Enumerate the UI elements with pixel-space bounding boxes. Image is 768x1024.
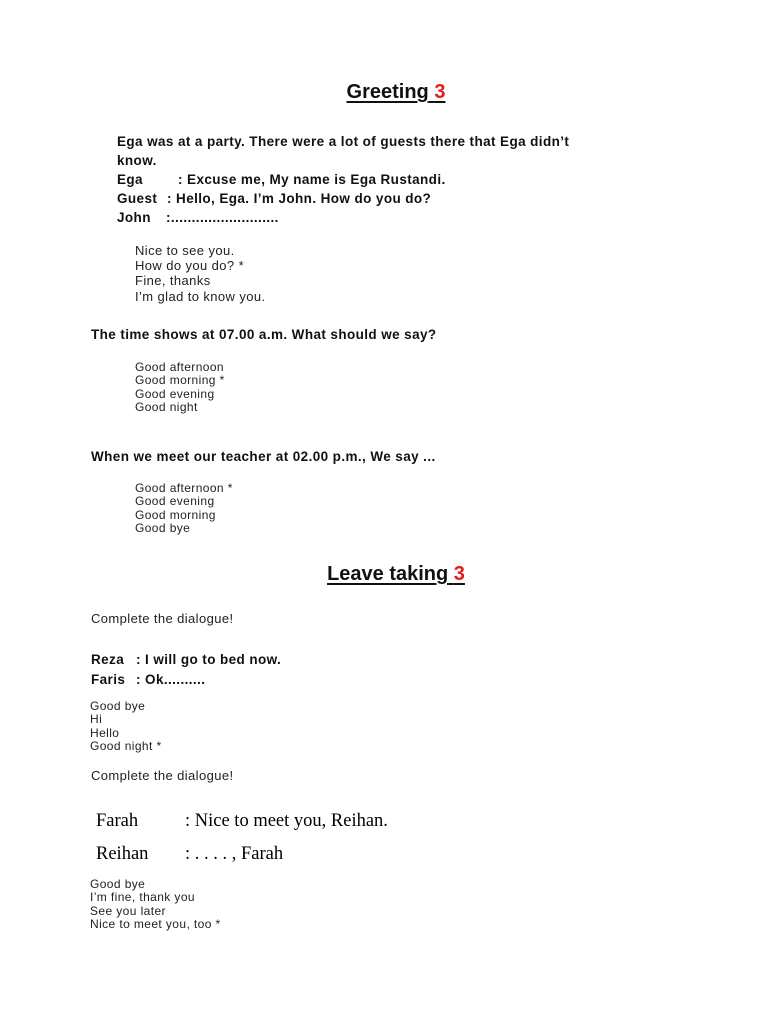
dialogue-line-john xyxy=(117,208,717,227)
greeting-title-number: 3 xyxy=(434,81,446,103)
option[interactable]: How do you do? * xyxy=(135,258,245,274)
leave-q1-options xyxy=(90,700,162,754)
dialogue-line-farah xyxy=(96,805,388,838)
dialogue-text-john: :.......................... xyxy=(166,210,279,225)
greeting-q2-options xyxy=(135,361,225,415)
greeting-q1-line2: know. xyxy=(117,153,157,168)
option[interactable]: Good morning xyxy=(135,507,216,522)
dialogue-text-reihan: : . . . . , Farah xyxy=(185,844,284,864)
option[interactable]: Fine, thanks xyxy=(135,273,211,289)
option[interactable]: Nice to meet you, too * xyxy=(90,917,221,932)
option[interactable]: See you later xyxy=(90,903,166,918)
leave-q2-options xyxy=(90,878,221,932)
option[interactable]: I’m glad to know you. xyxy=(135,288,266,304)
speaker-faris: Faris xyxy=(91,672,126,687)
leave-q2-dialogue xyxy=(96,805,388,871)
greeting-q1 xyxy=(117,132,717,227)
speaker-reza: Reza xyxy=(91,652,125,667)
option[interactable]: Good morning * xyxy=(135,373,225,388)
option[interactable]: Good afternoon * xyxy=(135,481,233,495)
option[interactable]: Hello xyxy=(90,725,120,740)
leave-q2-instruction: Complete the dialogue! xyxy=(91,768,234,783)
leave-taking-title-number: 3 xyxy=(453,563,465,585)
option[interactable]: Good night xyxy=(135,400,198,415)
option[interactable]: Good evening xyxy=(135,386,215,401)
leave-taking-title-text: Leave taking xyxy=(327,563,449,585)
leave-q1-instruction: Complete the dialogue! xyxy=(91,611,234,626)
speaker-farah: Farah xyxy=(96,811,139,831)
dialogue-text-reza: : I will go to bed now. xyxy=(136,652,282,667)
option[interactable]: I’m fine, thank you xyxy=(90,890,195,905)
dialogue-text-faris: : Ok.......... xyxy=(136,672,206,687)
dialogue-line-reihan xyxy=(96,838,388,871)
speaker-reihan: Reihan xyxy=(96,844,149,864)
greeting-title-text: Greeting xyxy=(346,81,429,103)
speaker-guest: Guest xyxy=(117,191,158,206)
option[interactable]: Hi xyxy=(90,712,103,727)
dialogue-line-reza xyxy=(91,650,281,670)
greeting-q1-options xyxy=(135,243,266,304)
option[interactable]: Good bye xyxy=(135,521,191,536)
dialogue-line-guest xyxy=(117,189,717,208)
leave-q1-dialogue xyxy=(91,650,281,690)
dialogue-line-faris xyxy=(91,670,281,690)
dialogue-text-guest: : Hello, Ega. I’m John. How do you do? xyxy=(167,191,432,206)
leave-taking-title xyxy=(0,563,768,586)
dialogue-line-ega xyxy=(117,170,717,189)
option[interactable]: Good bye xyxy=(90,877,146,891)
dialogue-text-ega: : Excuse me, My name is Ega Rustandi. xyxy=(178,172,446,187)
dialogue-text-farah: : Nice to meet you, Reihan. xyxy=(185,811,388,831)
option[interactable]: Good night * xyxy=(90,739,162,754)
greeting-q2-question: The time shows at 07.00 a.m. What should we say? xyxy=(91,327,437,342)
speaker-ega: Ega xyxy=(117,172,143,187)
greeting-q3-options xyxy=(135,482,233,536)
speaker-john: John xyxy=(117,210,151,225)
greeting-q3-question: When we meet our teacher at 02.00 p.m., We say ... xyxy=(91,449,436,464)
option[interactable]: Good afternoon xyxy=(135,360,224,374)
greeting-q1-line1: Ega was at a party. There were a lot of guests there that Ega didn’t xyxy=(117,134,570,149)
option[interactable]: Good evening xyxy=(135,494,215,509)
greeting-title xyxy=(0,81,768,104)
option[interactable]: Nice to see you. xyxy=(135,243,235,258)
option[interactable]: Good bye xyxy=(90,699,146,713)
